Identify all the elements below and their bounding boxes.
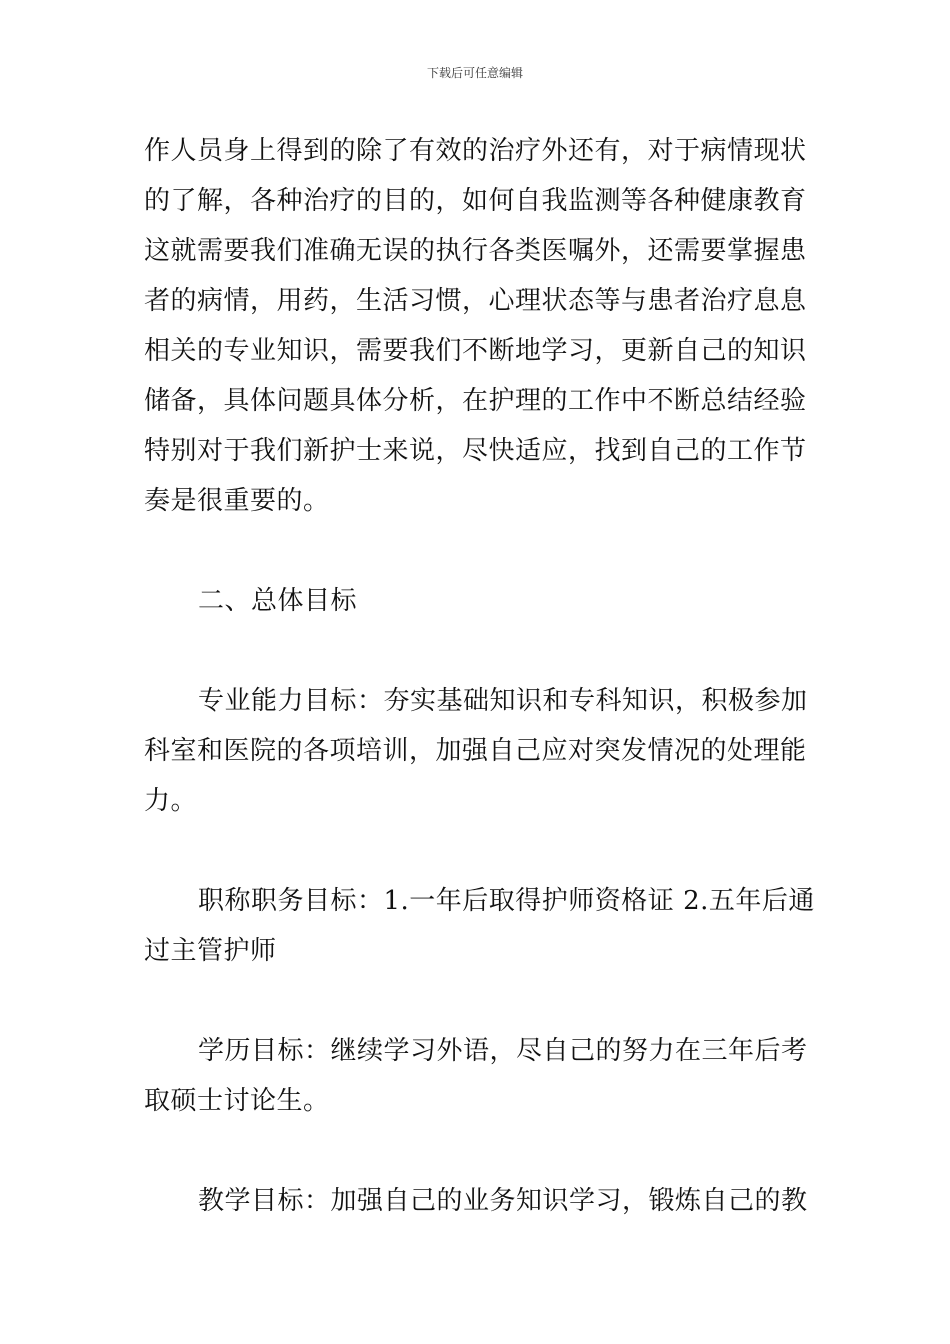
section-heading <box>144 576 812 626</box>
text-line: 专业能力目标：夯实基础知识和专科知识，积极参加 <box>198 686 808 716</box>
paragraph-gap <box>144 626 812 676</box>
document-body <box>144 126 815 1226</box>
text-line: 职称职务目标：1.一年后取得护师资格证 2.五年后通 <box>198 886 815 916</box>
paragraph-intro-continued <box>144 126 812 526</box>
text-line: 取硕士讨论生。 <box>144 1086 330 1116</box>
paragraph-gap <box>144 826 812 876</box>
text-line: 储备，具体问题具体分析，在护理的工作中不断总结经验 <box>144 386 807 416</box>
paragraph-gap <box>144 526 812 576</box>
text-line: 者的病情，用药，生活习惯，心理状态等与患者治疗息息 <box>144 286 807 316</box>
text-line: 作人员身上得到的除了有效的治疗外还有，对于病情现状 <box>144 136 807 166</box>
paragraph-gap <box>144 976 812 1026</box>
text-line: 学历目标：继续学习外语，尽自己的努力在三年后考 <box>198 1036 808 1066</box>
paragraph-education-goal <box>144 1026 812 1126</box>
text-line: 科室和医院的各项培训，加强自己应对突发情况的处理能 <box>144 736 807 766</box>
page-header: 下载后可任意编辑 <box>426 66 523 80</box>
text-line: 力。 <box>144 786 198 816</box>
text-line: 特别对于我们新护士来说，尽快适应，找到自己的工作节 <box>144 436 807 466</box>
text-line: 教学目标：加强自己的业务知识学习，锻炼自己的教 <box>198 1186 808 1216</box>
paragraph-teaching-goal <box>144 1176 812 1226</box>
heading-text: 二、总体目标 <box>198 586 358 616</box>
text-line: 过主管护师 <box>144 936 277 966</box>
paragraph-professional-goal <box>144 676 812 826</box>
text-line: 相关的专业知识，需要我们不断地学习，更新自己的知识 <box>144 336 807 366</box>
text-line: 奏是很重要的。 <box>144 486 330 516</box>
paragraph-gap <box>144 1126 812 1176</box>
paragraph-title-goal <box>144 876 815 976</box>
text-line: 这就需要我们准确无误的执行各类医嘱外，还需要掌握患 <box>144 236 807 266</box>
text-line: 的了解，各种治疗的目的，如何自我监测等各种健康教育 <box>144 186 807 216</box>
